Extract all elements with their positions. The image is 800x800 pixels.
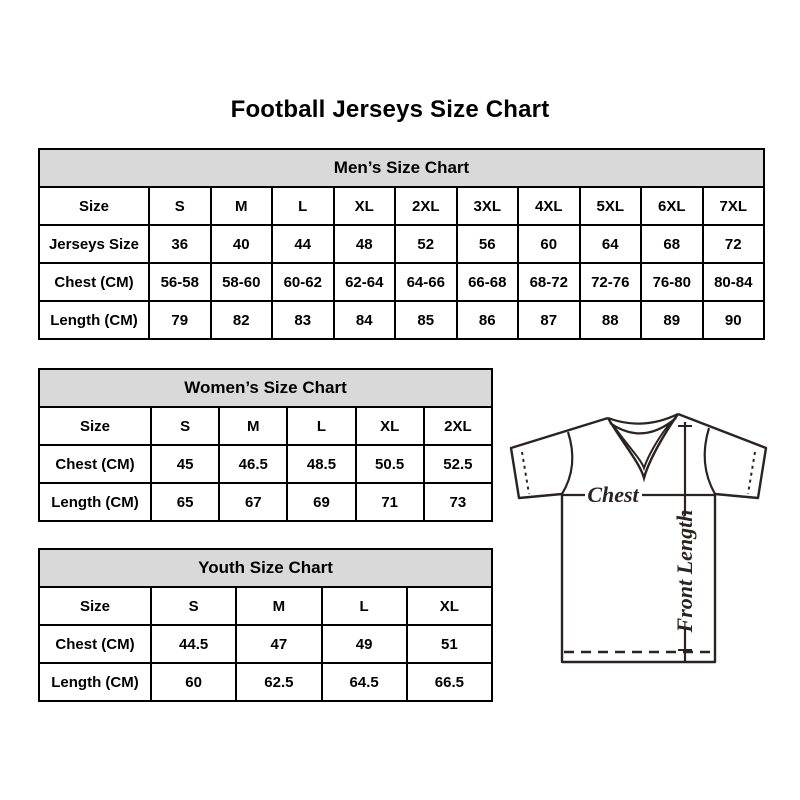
cell-value: 52.5 bbox=[424, 445, 492, 483]
youth-size-table bbox=[38, 548, 493, 702]
table-title: Women’s Size Chart bbox=[39, 369, 492, 407]
table-row bbox=[39, 301, 764, 339]
left-armhole-seam bbox=[562, 432, 572, 494]
cell-value: 64-66 bbox=[395, 263, 457, 301]
cell-value: 67 bbox=[219, 483, 287, 521]
cell-value: L bbox=[322, 587, 407, 625]
cell-value: 49 bbox=[322, 625, 407, 663]
table-row bbox=[39, 225, 764, 263]
table-title: Youth Size Chart bbox=[39, 549, 492, 587]
cell-value: 64.5 bbox=[322, 663, 407, 701]
row-label: Size bbox=[39, 187, 149, 225]
collar-back-arc bbox=[608, 414, 678, 424]
cell-value: 47 bbox=[236, 625, 321, 663]
cell-value: 68 bbox=[641, 225, 703, 263]
table-row bbox=[39, 263, 764, 301]
cell-value: L bbox=[287, 407, 355, 445]
mens-size-table bbox=[38, 148, 765, 340]
chest-measure-label: Chest bbox=[587, 482, 639, 507]
cell-value: 51 bbox=[407, 625, 492, 663]
cell-value: 2XL bbox=[424, 407, 492, 445]
cell-value: 56-58 bbox=[149, 263, 211, 301]
cell-value: 40 bbox=[211, 225, 273, 263]
table-row bbox=[39, 625, 492, 663]
table-row bbox=[39, 187, 764, 225]
womens-size-table bbox=[38, 368, 493, 522]
row-label: Length (CM) bbox=[39, 301, 149, 339]
row-label: Jerseys Size bbox=[39, 225, 149, 263]
jersey-outline bbox=[511, 414, 766, 662]
cell-value: XL bbox=[407, 587, 492, 625]
cell-value: 48 bbox=[334, 225, 396, 263]
cell-value: 58-60 bbox=[211, 263, 273, 301]
cell-value: 6XL bbox=[641, 187, 703, 225]
cell-value: 71 bbox=[356, 483, 424, 521]
cell-value: 65 bbox=[151, 483, 219, 521]
row-label: Size bbox=[39, 407, 151, 445]
cell-value: 69 bbox=[287, 483, 355, 521]
cell-value: 52 bbox=[395, 225, 457, 263]
table-header-row bbox=[39, 149, 764, 187]
cell-value: M bbox=[211, 187, 273, 225]
cell-value: 84 bbox=[334, 301, 396, 339]
cell-value: 56 bbox=[457, 225, 519, 263]
cell-value: 36 bbox=[149, 225, 211, 263]
table-title: Men’s Size Chart bbox=[39, 149, 764, 187]
front-length-measure-label: Front Length bbox=[672, 509, 697, 633]
cell-value: 4XL bbox=[518, 187, 580, 225]
cell-value: 60-62 bbox=[272, 263, 334, 301]
cell-value: 64 bbox=[580, 225, 642, 263]
table-row bbox=[39, 663, 492, 701]
row-label: Chest (CM) bbox=[39, 445, 151, 483]
table-row bbox=[39, 587, 492, 625]
cell-value: 87 bbox=[518, 301, 580, 339]
cell-value: 2XL bbox=[395, 187, 457, 225]
cell-value: 66.5 bbox=[407, 663, 492, 701]
cell-value: 82 bbox=[211, 301, 273, 339]
cell-value: 89 bbox=[641, 301, 703, 339]
cell-value: XL bbox=[356, 407, 424, 445]
cell-value: 90 bbox=[703, 301, 765, 339]
jersey-measurement-diagram bbox=[498, 398, 778, 678]
cell-value: 79 bbox=[149, 301, 211, 339]
cell-value: 86 bbox=[457, 301, 519, 339]
cell-value: S bbox=[149, 187, 211, 225]
table-row bbox=[39, 407, 492, 445]
right-armhole-seam bbox=[705, 428, 715, 494]
table-header-row bbox=[39, 369, 492, 407]
cell-value: M bbox=[219, 407, 287, 445]
table-row bbox=[39, 483, 492, 521]
cell-value: 3XL bbox=[457, 187, 519, 225]
cell-value: 50.5 bbox=[356, 445, 424, 483]
cell-value: 68-72 bbox=[518, 263, 580, 301]
cell-value: 62-64 bbox=[334, 263, 396, 301]
cell-value: 72 bbox=[703, 225, 765, 263]
row-label: Chest (CM) bbox=[39, 625, 151, 663]
cell-value: 7XL bbox=[703, 187, 765, 225]
cell-value: 76-80 bbox=[641, 263, 703, 301]
row-label: Chest (CM) bbox=[39, 263, 149, 301]
cell-value: 5XL bbox=[580, 187, 642, 225]
cell-value: 73 bbox=[424, 483, 492, 521]
cell-value: 88 bbox=[580, 301, 642, 339]
cell-value: 60 bbox=[518, 225, 580, 263]
table-header-row bbox=[39, 549, 492, 587]
cell-value: 48.5 bbox=[287, 445, 355, 483]
cell-value: 80-84 bbox=[703, 263, 765, 301]
cell-value: 46.5 bbox=[219, 445, 287, 483]
right-cuff-dashed-line bbox=[748, 452, 755, 494]
cell-value: S bbox=[151, 587, 236, 625]
cell-value: 66-68 bbox=[457, 263, 519, 301]
left-cuff-dashed-line bbox=[522, 452, 529, 494]
row-label: Length (CM) bbox=[39, 483, 151, 521]
cell-value: M bbox=[236, 587, 321, 625]
row-label: Size bbox=[39, 587, 151, 625]
cell-value: S bbox=[151, 407, 219, 445]
table-row bbox=[39, 445, 492, 483]
cell-value: 60 bbox=[151, 663, 236, 701]
page-title: Football Jerseys Size Chart bbox=[230, 96, 550, 123]
row-label: Length (CM) bbox=[39, 663, 151, 701]
cell-value: 62.5 bbox=[236, 663, 321, 701]
cell-value: 83 bbox=[272, 301, 334, 339]
cell-value: 44.5 bbox=[151, 625, 236, 663]
cell-value: 45 bbox=[151, 445, 219, 483]
cell-value: 44 bbox=[272, 225, 334, 263]
cell-value: XL bbox=[334, 187, 396, 225]
cell-value: L bbox=[272, 187, 334, 225]
cell-value: 85 bbox=[395, 301, 457, 339]
cell-value: 72-76 bbox=[580, 263, 642, 301]
